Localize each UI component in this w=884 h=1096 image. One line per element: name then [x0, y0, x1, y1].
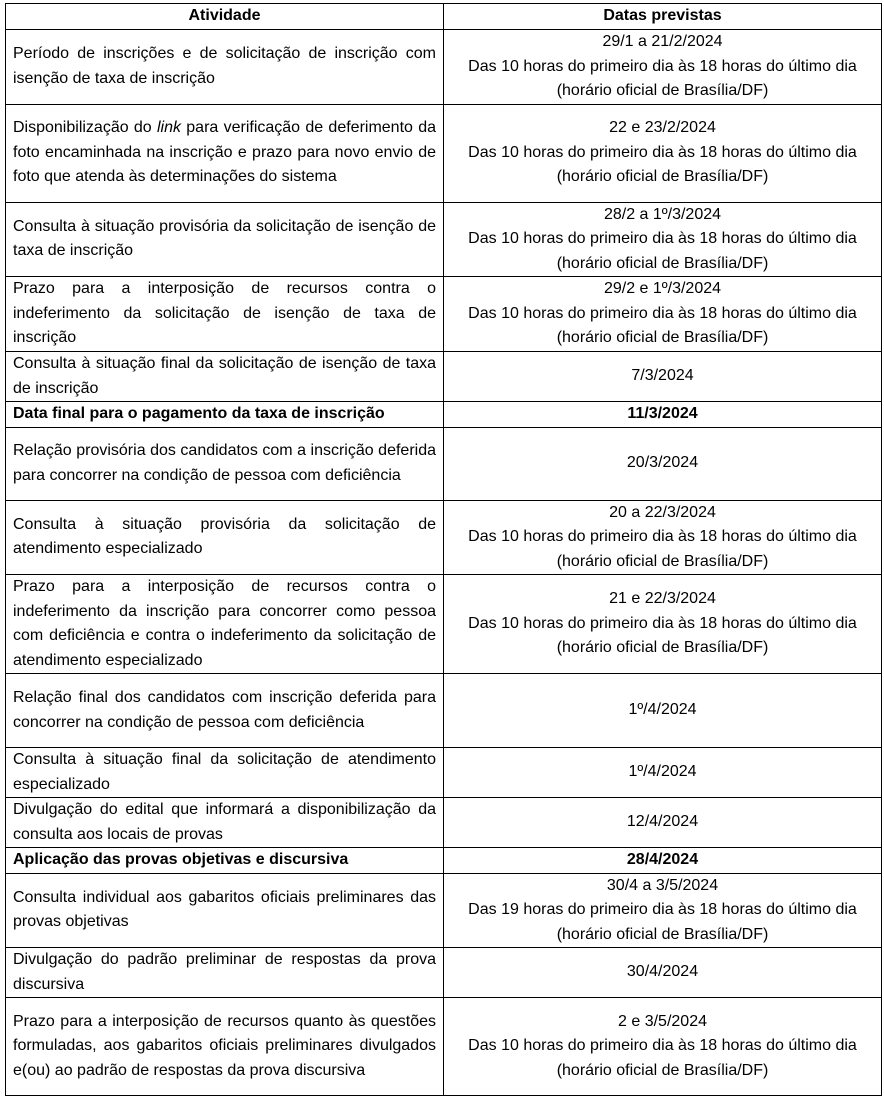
table-row	[6, 873, 882, 948]
header-dates: Datas previstas	[444, 4, 882, 30]
activity-text-post: para verificação de deferimento da foto encaminhada na inscrição e prazo para novo envio de foto que atenda às determinações do sistema	[13, 119, 436, 186]
date-cell	[444, 104, 882, 202]
date-cell	[444, 575, 882, 674]
hours-note: Das 19 horas do primeiro dia às 18 horas do último dia (horário oficial de Brasília/DF)	[468, 901, 857, 943]
activity-cell: Divulgação do padrão preliminar de respostas da prova discursiva	[6, 948, 444, 998]
date-cell	[444, 998, 882, 1096]
hours-note: Das 10 horas do primeiro dia às 18 horas do último dia (horário oficial de Brasília/DF)	[468, 1037, 857, 1079]
table-row-highlight	[6, 402, 882, 428]
activity-text-link: link	[156, 119, 181, 137]
table-row-highlight	[6, 848, 882, 874]
date-range: 29/2 e 1º/3/2024	[603, 280, 722, 298]
table-row	[6, 998, 882, 1096]
hours-note: Das 10 horas do primeiro dia às 18 horas do último dia (horário oficial de Brasília/DF)	[468, 57, 857, 99]
activity-cell: Prazo para a interposição de recursos contra o indeferimento da solicitação de isenção de taxa de inscrição	[6, 277, 444, 352]
date-cell: 11/3/2024	[444, 402, 882, 428]
activity-cell: Divulgação do edital que informará a disponibilização da consulta aos locais de provas	[6, 798, 444, 848]
date-range: 28/2 a 1º/3/2024	[603, 205, 722, 223]
date-cell	[444, 500, 882, 575]
schedule-table	[5, 3, 882, 1096]
hours-note: Das 10 horas do primeiro dia às 18 horas do último dia (horário oficial de Brasília/DF)	[468, 143, 857, 186]
date-cell: 12/4/2024	[444, 798, 882, 848]
header-row	[6, 4, 882, 30]
date-range: 2 e 3/5/2024	[618, 1012, 707, 1030]
table-row	[6, 798, 882, 848]
date-cell	[444, 277, 882, 352]
date-range: 29/1 a 21/2/2024	[602, 33, 723, 50]
table-row	[6, 674, 882, 748]
table-row	[6, 352, 882, 402]
activity-cell: Consulta à situação provisória da solicitação de isenção de taxa de inscrição	[6, 202, 444, 277]
table-row	[6, 575, 882, 674]
activity-cell: Consulta à situação final da solicitação de atendimento especializado	[6, 748, 444, 798]
date-cell: 7/3/2024	[444, 352, 882, 402]
table-row	[6, 500, 882, 575]
activity-cell	[6, 104, 444, 202]
date-range: 22 e 23/2/2024	[609, 119, 716, 137]
activity-cell: Data final para o pagamento da taxa de inscrição	[6, 402, 444, 428]
table-row	[6, 104, 882, 202]
activity-cell: Prazo para a interposição de recursos contra o indeferimento da inscrição para concorrer como pessoa com deficiência e contra o indeferimento da solicitação de atendimento especializado	[6, 575, 444, 674]
table-row	[6, 202, 882, 277]
activity-cell: Relação final dos candidatos com inscrição deferida para concorrer na condição de pessoa com deficiência	[6, 674, 444, 748]
hours-note: Das 10 horas do primeiro dia às 18 horas do último dia (horário oficial de Brasília/DF)	[468, 230, 857, 272]
date-cell: 1º/4/2024	[444, 674, 882, 748]
table-row	[6, 748, 882, 798]
activity-cell: Consulta à situação final da solicitação de isenção de taxa de inscrição	[6, 352, 444, 402]
date-cell: 20/3/2024	[444, 427, 882, 500]
table-row	[6, 30, 882, 105]
hours-note: Das 10 horas do primeiro dia às 18 horas do último dia (horário oficial de Brasília/DF)	[468, 304, 857, 347]
activity-text-pre: Disponibilização do	[13, 119, 157, 137]
date-cell: 30/4/2024	[444, 948, 882, 998]
header-activity: Atividade	[6, 4, 444, 30]
date-cell: 1º/4/2024	[444, 748, 882, 798]
table-row	[6, 427, 882, 500]
date-range: 20 a 22/3/2024	[609, 503, 716, 521]
date-cell	[444, 30, 882, 105]
table-row	[6, 277, 882, 352]
hours-note: Das 10 horas do primeiro dia às 18 horas do último dia (horário oficial de Brasília/DF)	[468, 614, 857, 657]
activity-cell: Relação provisória dos candidatos com a inscrição deferida para concorrer na condição de pessoa com deficiência	[6, 427, 444, 500]
date-cell	[444, 873, 882, 948]
activity-cell: Prazo para a interposição de recursos quanto às questões formuladas, aos gabaritos oficiais preliminares divulgados e(ou) ao padrão de respostas da prova discursiva	[6, 998, 444, 1096]
date-range: 21 e 22/3/2024	[609, 590, 716, 608]
date-range: 30/4 a 3/5/2024	[606, 876, 719, 894]
hours-note: Das 10 horas do primeiro dia às 18 horas do último dia (horário oficial de Brasília/DF)	[468, 528, 857, 570]
activity-cell: Consulta à situação provisória da solicitação de atendimento especializado	[6, 500, 444, 575]
date-cell: 28/4/2024	[444, 848, 882, 874]
date-cell	[444, 202, 882, 277]
table-row	[6, 948, 882, 998]
activity-cell: Período de inscrições e de solicitação de inscrição com isenção de taxa de inscrição	[6, 30, 444, 105]
activity-cell: Consulta individual aos gabaritos oficiais preliminares das provas objetivas	[6, 873, 444, 948]
activity-cell: Aplicação das provas objetivas e discursiva	[6, 848, 444, 874]
